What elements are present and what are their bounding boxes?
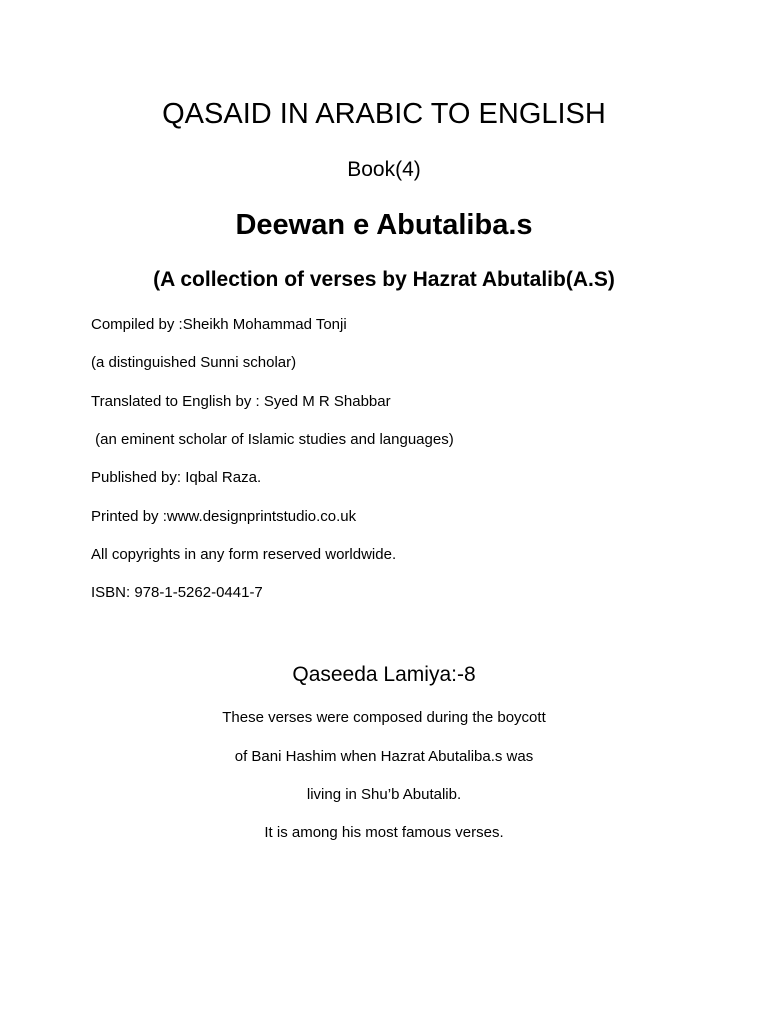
printed-by: Printed by :www.designprintstudio.co.uk (91, 508, 357, 525)
published-by: Published by: Iqbal Raza. (91, 469, 262, 486)
isbn: ISBN: 978-1-5262-0441-7 (91, 584, 263, 601)
book-number: Book(4) (347, 158, 421, 181)
translated-by: Translated to English by : Syed M R Shabbar (91, 393, 391, 410)
section-line: living in Shu’b Abutalib. (306, 786, 462, 803)
compiled-by: Compiled by :Sheikh Mohammad Tonji (91, 316, 347, 333)
section-line: of Bani Hashim when Hazrat Abutaliba.s was (234, 748, 534, 765)
section-line: These verses were composed during the boycott (222, 709, 546, 726)
translator-description: (an eminent scholar of Islamic studies and languages) (91, 431, 454, 448)
section-line: It is among his most famous verses. (264, 824, 504, 841)
book-subtitle: Deewan e Abutaliba.s (235, 209, 533, 241)
compiler-description: (a distinguished Sunni scholar) (91, 354, 297, 371)
section-heading: Qaseeda Lamiya:-8 (292, 663, 476, 686)
collection-description: (A collection of verses by Hazrat Abutalib(A.S) (153, 268, 615, 291)
document-title: QASAID IN ARABIC TO ENGLISH (162, 98, 606, 130)
copyright-notice: All copyrights in any form reserved worldwide. (91, 546, 397, 563)
